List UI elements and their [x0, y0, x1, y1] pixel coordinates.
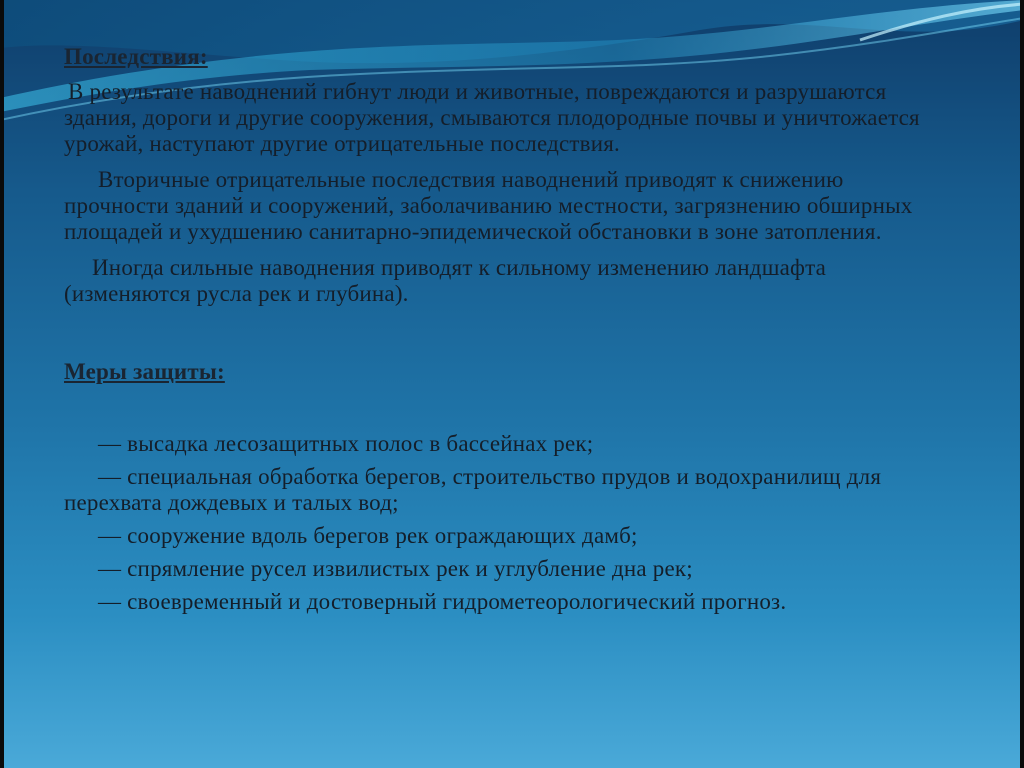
- list-item: — сооружение вдоль берегов рек ограждающих дамб;: [98, 523, 638, 548]
- list-item: — своевременный и достоверный гидрометеорологический прогноз.: [98, 589, 787, 614]
- list-item: — спрямление русел извилистых рек и углубление дна рек;: [98, 556, 693, 581]
- list-item: — высадка лесозащитных полос в бассейнах рек;: [98, 431, 594, 456]
- frame-left-edge: [0, 0, 4, 768]
- consequences-heading: Последствия:: [64, 44, 208, 69]
- consequences-paragraph: Иногда сильные наводнения приводят к сильному изменению ландшафта (изменяются русла рек и глубина).: [64, 255, 827, 306]
- slide-content: [64, 44, 944, 622]
- frame-right-edge: [1020, 0, 1024, 768]
- consequences-paragraph: Вторичные отрицательные последствия наводнений приводят к снижению прочности зданий и сооружений, заболачиванию местности, загрязнению обширных площадей и ухудшению санитарно-эпидемической обстановки в зоне затопления.: [64, 167, 913, 244]
- consequences-paragraph: В результате наводнений гибнут люди и животные, повреждаются и разрушаются здания, дороги и другие сооружения, смываются плодородные почвы и уничтожается урожай, наступают другие отрицательные последствия.: [64, 79, 920, 156]
- list-item: — специальная обработка берегов, строительство прудов и водохранилищ для перехвата дождевых и талых вод;: [64, 464, 882, 515]
- protection-heading: Меры защиты:: [64, 359, 225, 384]
- protection-measures-list: [64, 431, 944, 615]
